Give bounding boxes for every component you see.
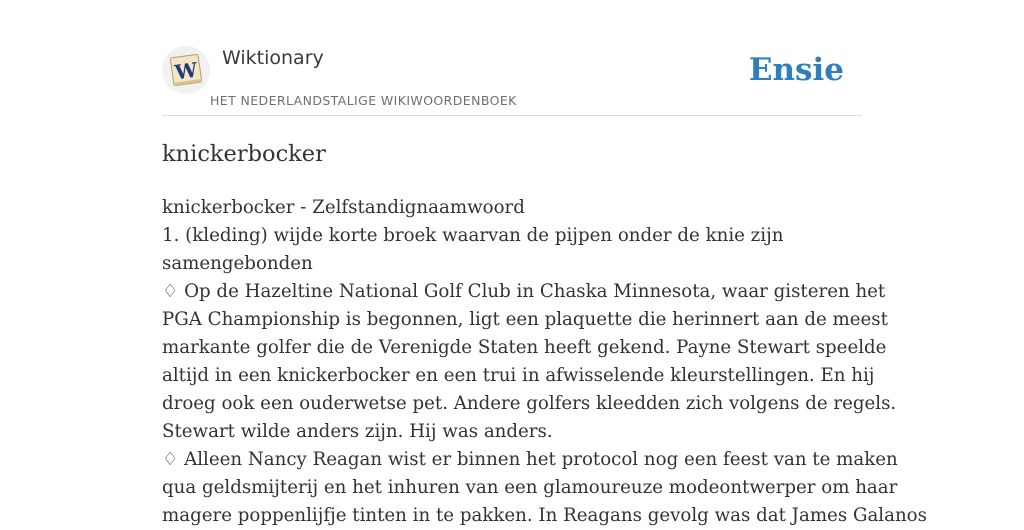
entry-heading-line: knickerbocker - Zelfstandignaamwoord [162, 197, 525, 218]
site-tagline: HET NEDERLANDSTALIGE WIKIWOORDENBOEK [210, 93, 517, 108]
example-line: markante golfer die de Verenigde Staten heeft gekend. Payne Stewart speelde [162, 337, 887, 358]
example-line: qua geldsmijterij en het inhuren van een glamoureuze modeontwerper om haar [162, 477, 898, 498]
definition-line: samengebonden [162, 253, 313, 274]
site-name[interactable]: Wiktionary [222, 47, 324, 69]
entry-title: knickerbocker [162, 141, 326, 167]
example-line: ♢ Op de Hazeltine National Golf Club in Chaska Minnesota, waar gisteren het [162, 281, 886, 302]
example-line: altijd in een knickerbocker en een trui in afwisselende kleurstellingen. En hij [162, 365, 875, 386]
example-line: Stewart wilde anders zijn. Hij was anders. [162, 421, 553, 442]
example-line: magere poppenlijfje tinten in te pakken. In Reagans gevolg was dat James Galanos [162, 505, 927, 526]
logo-letter: W [173, 57, 199, 85]
example-line: droeg ook een ouderwetse pet. Andere golfers kleedden zich volgens de regels. [162, 393, 897, 414]
example-line: ♢ Alleen Nancy Reagan wist er binnen het protocol nog een feest van te maken [162, 449, 898, 470]
logo-tile-icon [162, 46, 210, 94]
definition-line: 1. (kleding) wijde korte broek waarvan de pijpen onder de knie zijn [162, 225, 784, 246]
entry-content [162, 136, 927, 530]
entry-body [162, 194, 927, 530]
ensie-brand-logo[interactable]: Ensie [748, 52, 844, 88]
example-line: PGA Championship is begonnen, ligt een plaquette die herinnert aan de meest [162, 309, 888, 330]
site-header [162, 40, 862, 116]
wiktionary-logo-icon[interactable] [162, 46, 210, 94]
